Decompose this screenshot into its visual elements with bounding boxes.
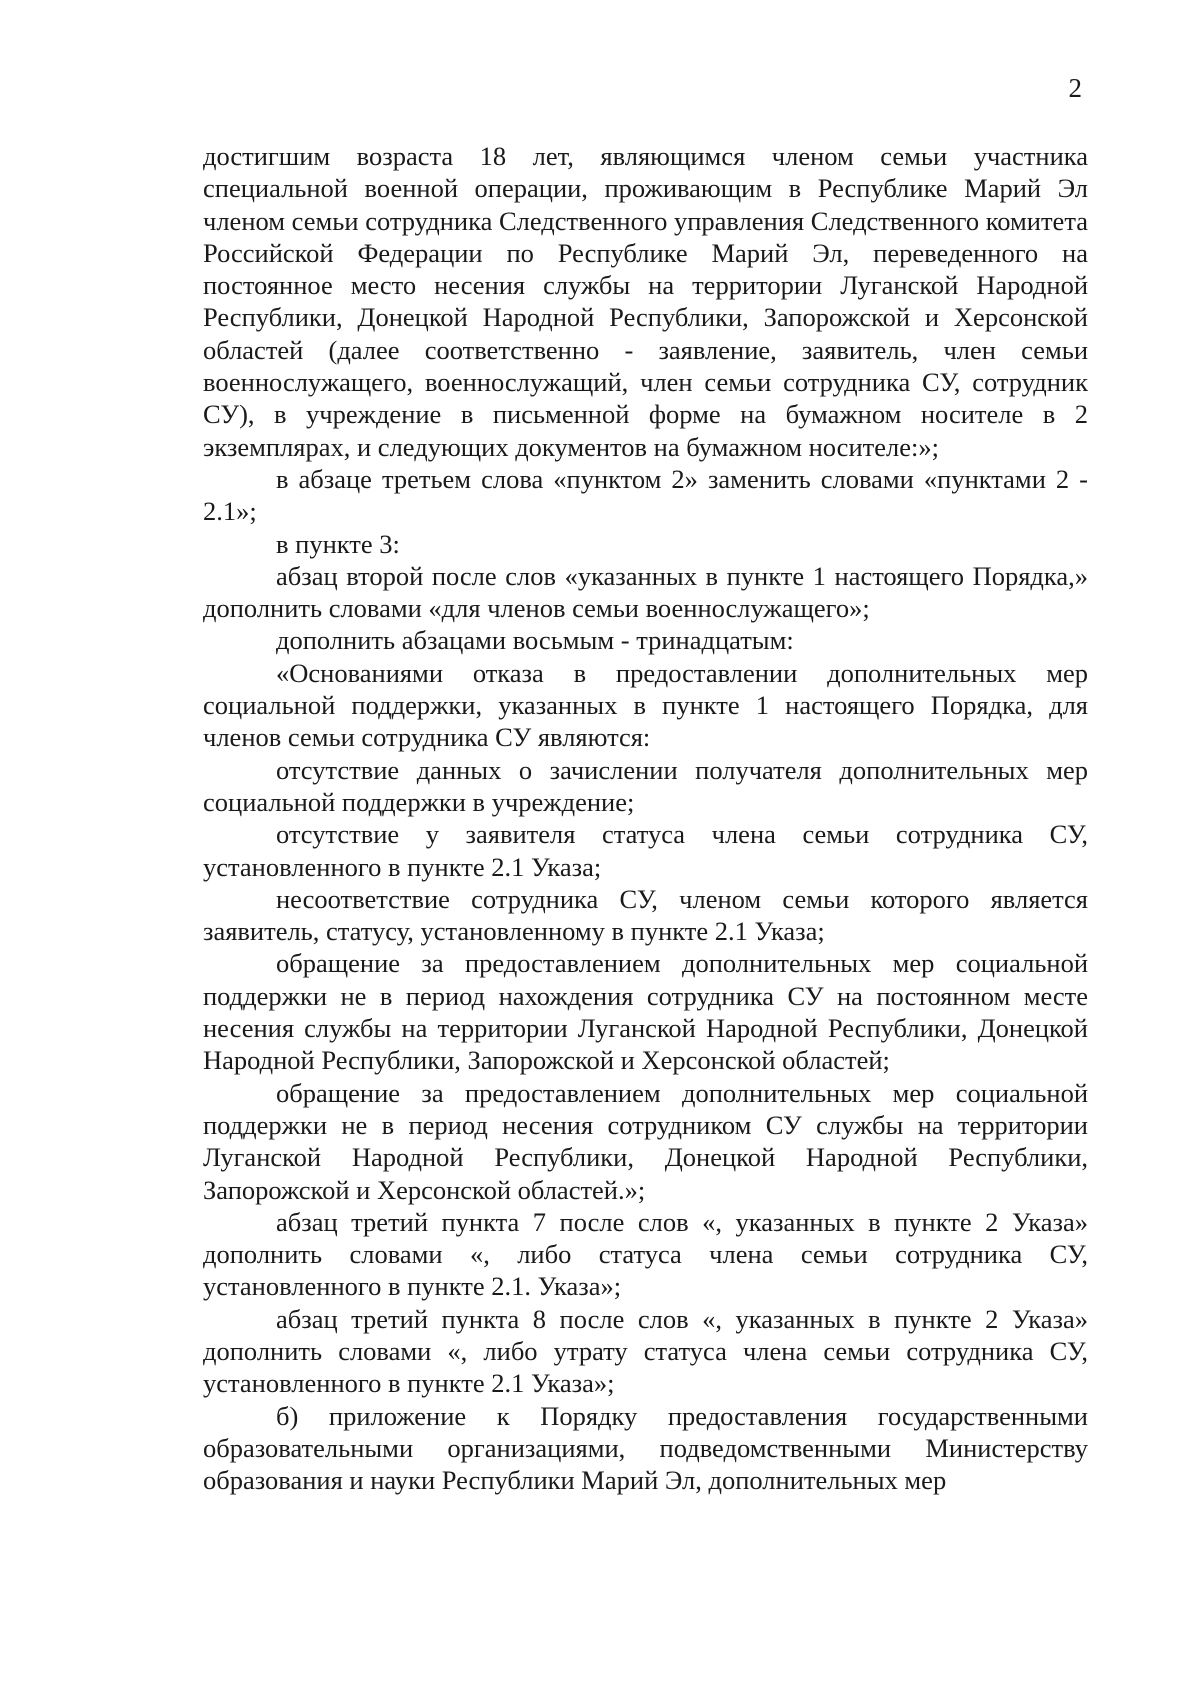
paragraph: б) приложение к Порядку предоставления государственными образовательными организациями, подведомственными Министерству образования и науки Республики Марий Эл, дополнительных мер <box>203 1400 1088 1496</box>
paragraph-continuation: достигшим возраста 18 лет, являющимся членом семьи участника специальной военной операции, проживающим в Республике Марий Эл членом семьи сотрудника Следственного управления Следственного комитета Российской Федерации по Республике Марий Эл, переведенного на постоянное место несения службы на территории Луганской Народной Республики, Донецкой Народной Республики, Запорожской и Херсонской областей (далее соответственно - заявление, заявитель, член семьи военнослужащего, военнослужащий, член семьи сотрудника СУ, сотрудник СУ), в учреждение в письменной форме на бумажном носителе в 2 экземплярах, и следующих документов на бумажном носителе:»; <box>203 141 1088 462</box>
paragraph: «Основаниями отказа в предоставлении дополнительных мер социальной поддержки, указанных в пункте 1 настоящего Порядка, для членов семьи сотрудника СУ являются: <box>203 657 1088 753</box>
paragraph: обращение за предоставлением дополнительных мер социальной поддержки не в период несения сотрудником СУ службы на территории Луганской Народной Республики, Донецкой Народной Республики, Запорожской и Херсонской областей.»; <box>203 1077 1088 1205</box>
paragraph: отсутствие у заявителя статуса члена семьи сотрудника СУ, установленного в пункте 2.1 Указа; <box>203 819 1088 882</box>
paragraph: дополнить абзацами восьмым - тринадцатым: <box>276 625 794 656</box>
paragraph: в пункте 3: <box>276 528 400 559</box>
paragraph: обращение за предоставлением дополнительных мер социальной поддержки не в период нахождения сотрудника СУ на постоянном месте несения службы на территории Луганской Народной Республики, Донецкой Народной Республики, Запорожской и Херсонской областей; <box>203 948 1088 1076</box>
document-body <box>203 140 1088 1496</box>
paragraph: отсутствие данных о зачислении получателя дополнительных мер социальной поддержки в учреждение; <box>203 754 1088 817</box>
page-number: 2 <box>1068 73 1082 103</box>
paragraph: несоответствие сотрудника СУ, членом семьи которого является заявитель, статусу, установленному в пункте 2.1 Указа; <box>203 883 1088 947</box>
paragraph: абзац третий пункта 7 после слов «, указанных в пункте 2 Указа» дополнить словами «, либо статуса члена семьи сотрудника СУ, установленного в пункте 2.1. Указа»; <box>203 1206 1088 1302</box>
paragraph: абзац третий пункта 8 после слов «, указанных в пункте 2 Указа» дополнить словами «, либо утрату статуса члена семьи сотрудника СУ, установленного в пункте 2.1 Указа»; <box>203 1303 1088 1399</box>
paragraph: абзац второй после слов «указанных в пункте 1 настоящего Порядка,» дополнить словами «для членов семьи военнослужащего»; <box>203 560 1088 624</box>
paragraph: в абзаце третьем слова «пунктом 2» заменить словами «пунктами 2 - 2.1»; <box>203 463 1088 527</box>
